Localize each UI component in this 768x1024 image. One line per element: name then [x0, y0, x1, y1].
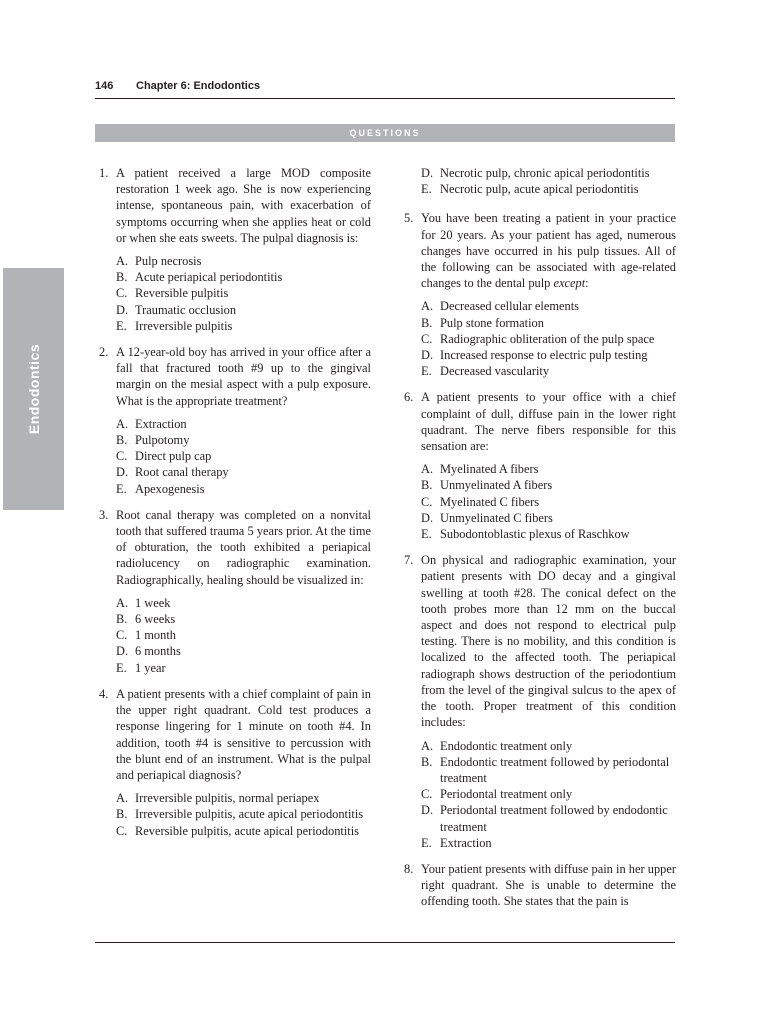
answer-option [421, 786, 676, 802]
answer-option [421, 165, 676, 181]
option-letter: D. [421, 803, 434, 818]
option-text: Pulp necrosis [135, 254, 202, 269]
chapter-title: Chapter 6: Endodontics [136, 80, 261, 92]
option-letter: B. [421, 754, 433, 769]
answer-option [116, 464, 371, 480]
question [99, 686, 371, 839]
side-tab-label: Endodontics [25, 343, 42, 435]
answer-option [421, 494, 676, 510]
answer-option [421, 754, 676, 786]
answer-options [421, 461, 676, 542]
option-text: Reversible pulpitis [135, 286, 229, 301]
option-letter: B. [116, 270, 128, 285]
answer-option [421, 802, 676, 834]
option-letter: A. [116, 595, 129, 610]
option-text: Necrotic pulp, acute apical periodontitis [440, 182, 639, 197]
side-tab [3, 268, 64, 510]
option-letter: C. [421, 787, 433, 802]
answer-option [421, 510, 676, 526]
option-letter: B. [116, 433, 128, 448]
question [404, 861, 676, 910]
left-column [99, 165, 371, 849]
option-letter: A. [421, 299, 434, 314]
option-letter: C. [421, 331, 433, 346]
question-stem: A patient received a large MOD composite restoration 1 week ago. She is now experiencing intense, spontaneous pain, with exacerbation of symptoms occurring when she applies heat or cold or when she eats sweets. The pulpal diagnosis is: [116, 166, 371, 245]
option-text: Endodontic treatment only [440, 738, 573, 753]
option-text: 6 months [135, 644, 181, 659]
option-text: 1 month [135, 628, 176, 643]
option-letter: D. [421, 348, 434, 363]
question-stem: On physical and radiographic examination, your patient presents with DO decay and a gingival swelling at tooth #28. The conical defect on the tooth probes more than 12 mm on the buccal aspect and does not respond to electrical pulp testing. There is no mobility, and this condition is localized to the affected tooth. The periapical radiograph shows destruction of the periodontium from the level of the gingival sulcus to the apex of the tooth. Proper treatment of this condition includes: [421, 553, 676, 730]
question [99, 165, 371, 334]
answer-option [116, 806, 371, 822]
question-stem [421, 210, 676, 291]
answer-option [421, 298, 676, 314]
question-number: 7. [404, 553, 414, 568]
question [404, 552, 676, 851]
option-letter: E. [421, 835, 432, 850]
question-number: 5. [404, 211, 414, 226]
answer-options [421, 298, 676, 379]
answer-option [421, 347, 676, 363]
question-stem-end: : [585, 276, 589, 291]
question-number: 6. [404, 390, 414, 405]
option-text: Decreased cellular elements [440, 299, 579, 314]
option-letter: A. [421, 738, 434, 753]
question-stem: A patient presents to your office with a chief complaint of dull, diffuse pain in the lower right quadrant. The nerve fibers responsible for this sensation are: [421, 390, 676, 454]
option-text: Pulpotomy [135, 433, 190, 448]
option-text: Irreversible pulpitis, acute apical periodontitis [135, 807, 364, 822]
option-text: Pulp stone formation [440, 315, 544, 330]
option-letter: A. [116, 791, 129, 806]
option-text: Extraction [135, 416, 187, 431]
option-text: Radiographic obliteration of the pulp space [440, 331, 655, 346]
answer-option [116, 481, 371, 497]
option-letter: D. [421, 510, 434, 525]
option-letter: E. [421, 364, 432, 379]
running-header [95, 78, 675, 99]
option-letter: C. [421, 494, 433, 509]
option-letter: D. [116, 465, 129, 480]
option-text: Periodontal treatment followed by endodontic treatment [440, 803, 668, 834]
question-stem-text: You have been treating a patient in your practice for 20 years. As your patient has aged, numerous changes have occurred in his pulp tissues. All of the following can be associated with age-related changes to the dental pulp [421, 211, 676, 291]
option-text: Traumatic occlusion [135, 302, 237, 317]
right-column [404, 165, 676, 920]
answer-option [421, 526, 676, 542]
option-letter: C. [116, 823, 128, 838]
footer-rule [95, 942, 675, 943]
answer-option [116, 416, 371, 432]
option-letter: E. [116, 660, 127, 675]
question-number: 8. [404, 861, 414, 876]
option-letter: A. [421, 462, 434, 477]
option-text: Reversible pulpitis, acute apical periodontitis [135, 823, 360, 838]
option-letter: B. [421, 478, 433, 493]
answer-option [116, 318, 371, 334]
answer-option [116, 253, 371, 269]
answer-option [116, 790, 371, 806]
option-text: Acute periapical periodontitis [135, 270, 283, 285]
answer-option [116, 285, 371, 301]
question-stem: Your patient presents with diffuse pain in her upper right quadrant. She is unable to determine the offending tooth. She states that the pain is [421, 861, 676, 909]
option-text: 1 year [135, 660, 166, 675]
option-letter: D. [116, 302, 129, 317]
answer-option [116, 269, 371, 285]
answer-option [421, 477, 676, 493]
option-letter: B. [116, 612, 128, 627]
question [404, 389, 676, 542]
option-text: Direct pulp cap [135, 449, 212, 464]
answer-option [116, 302, 371, 318]
option-text: Irreversible pulpitis, normal periapex [135, 791, 320, 806]
option-letter: D. [116, 644, 129, 659]
option-text: Myelinated C fibers [440, 494, 540, 509]
option-letter: A. [116, 254, 129, 269]
option-letter: E. [116, 481, 127, 496]
option-text: Irreversible pulpitis [135, 318, 233, 333]
option-text: Unmyelinated C fibers [440, 510, 553, 525]
question-stem: A patient presents with a chief complaint of pain in the upper right quadrant. Cold test produces a response lingering for 1 minute on tooth #4. In addition, tooth #4 is sensitive to percussion with the blunt end of an instrument. What is the pulpal and periapical diagnosis? [116, 686, 371, 782]
question [99, 344, 371, 497]
answer-option [421, 835, 676, 851]
question [99, 507, 371, 676]
question-stem-emphasis: except [553, 276, 586, 291]
answer-options [421, 165, 676, 197]
answer-option [421, 315, 676, 331]
answer-option [421, 363, 676, 379]
option-text: Apexogenesis [135, 481, 205, 496]
answer-option [421, 181, 676, 197]
answer-options [116, 416, 371, 497]
answer-option [116, 448, 371, 464]
option-text: Endodontic treatment followed by periodontal treatment [440, 754, 670, 785]
question-continued [404, 165, 676, 197]
option-text: Periodontal treatment only [440, 787, 573, 802]
answer-option [421, 461, 676, 477]
option-letter: E. [421, 527, 432, 542]
option-letter: B. [421, 315, 433, 330]
page-number: 146 [95, 80, 114, 92]
question [404, 210, 676, 379]
option-letter: C. [116, 628, 128, 643]
answer-option [116, 627, 371, 643]
option-letter: C. [116, 449, 128, 464]
option-text: 1 week [135, 595, 171, 610]
answer-options [421, 738, 676, 851]
option-letter: B. [116, 807, 128, 822]
option-text: Myelinated A fibers [440, 462, 539, 477]
answer-options [116, 595, 371, 676]
option-text: 6 weeks [135, 612, 176, 627]
answer-option [116, 660, 371, 676]
option-letter: E. [421, 182, 432, 197]
answer-option [116, 595, 371, 611]
answer-options [116, 253, 371, 334]
option-letter: C. [116, 286, 128, 301]
answer-option [116, 643, 371, 659]
option-text: Increased response to electric pulp testing [440, 348, 648, 363]
question-number: 1. [99, 166, 109, 180]
option-text: Subodontoblastic plexus of Raschkow [440, 527, 630, 542]
answer-option [116, 823, 371, 839]
question-number: 4. [99, 686, 109, 701]
section-title-bar: QUESTIONS [95, 124, 675, 142]
answer-option [421, 331, 676, 347]
option-letter: A. [116, 416, 129, 431]
question-number: 2. [99, 345, 109, 360]
answer-option [116, 432, 371, 448]
question-number: 3. [99, 507, 109, 522]
option-text: Unmyelinated A fibers [440, 478, 553, 493]
question-stem: A 12-year-old boy has arrived in your office after a fall that fractured tooth #9 up to the gingival margin on the mesial aspect with a pulp exposure. What is the appropriate treatment? [116, 345, 371, 408]
option-text: Necrotic pulp, chronic apical periodontitis [440, 166, 650, 180]
answer-options [116, 790, 371, 839]
question-stem: Root canal therapy was completed on a nonvital tooth that suffered trauma 5 years prior. At the time of obturation, the tooth exhibited a periapical radiolucency on radiographic examination. Radiographically, healing should be visualized in: [116, 507, 371, 587]
answer-option [116, 611, 371, 627]
option-text: Root canal therapy [135, 465, 229, 480]
option-letter: D. [421, 166, 434, 180]
option-text: Decreased vascularity [440, 364, 550, 379]
option-text: Extraction [440, 835, 492, 850]
option-letter: E. [116, 318, 127, 333]
answer-option [421, 738, 676, 754]
